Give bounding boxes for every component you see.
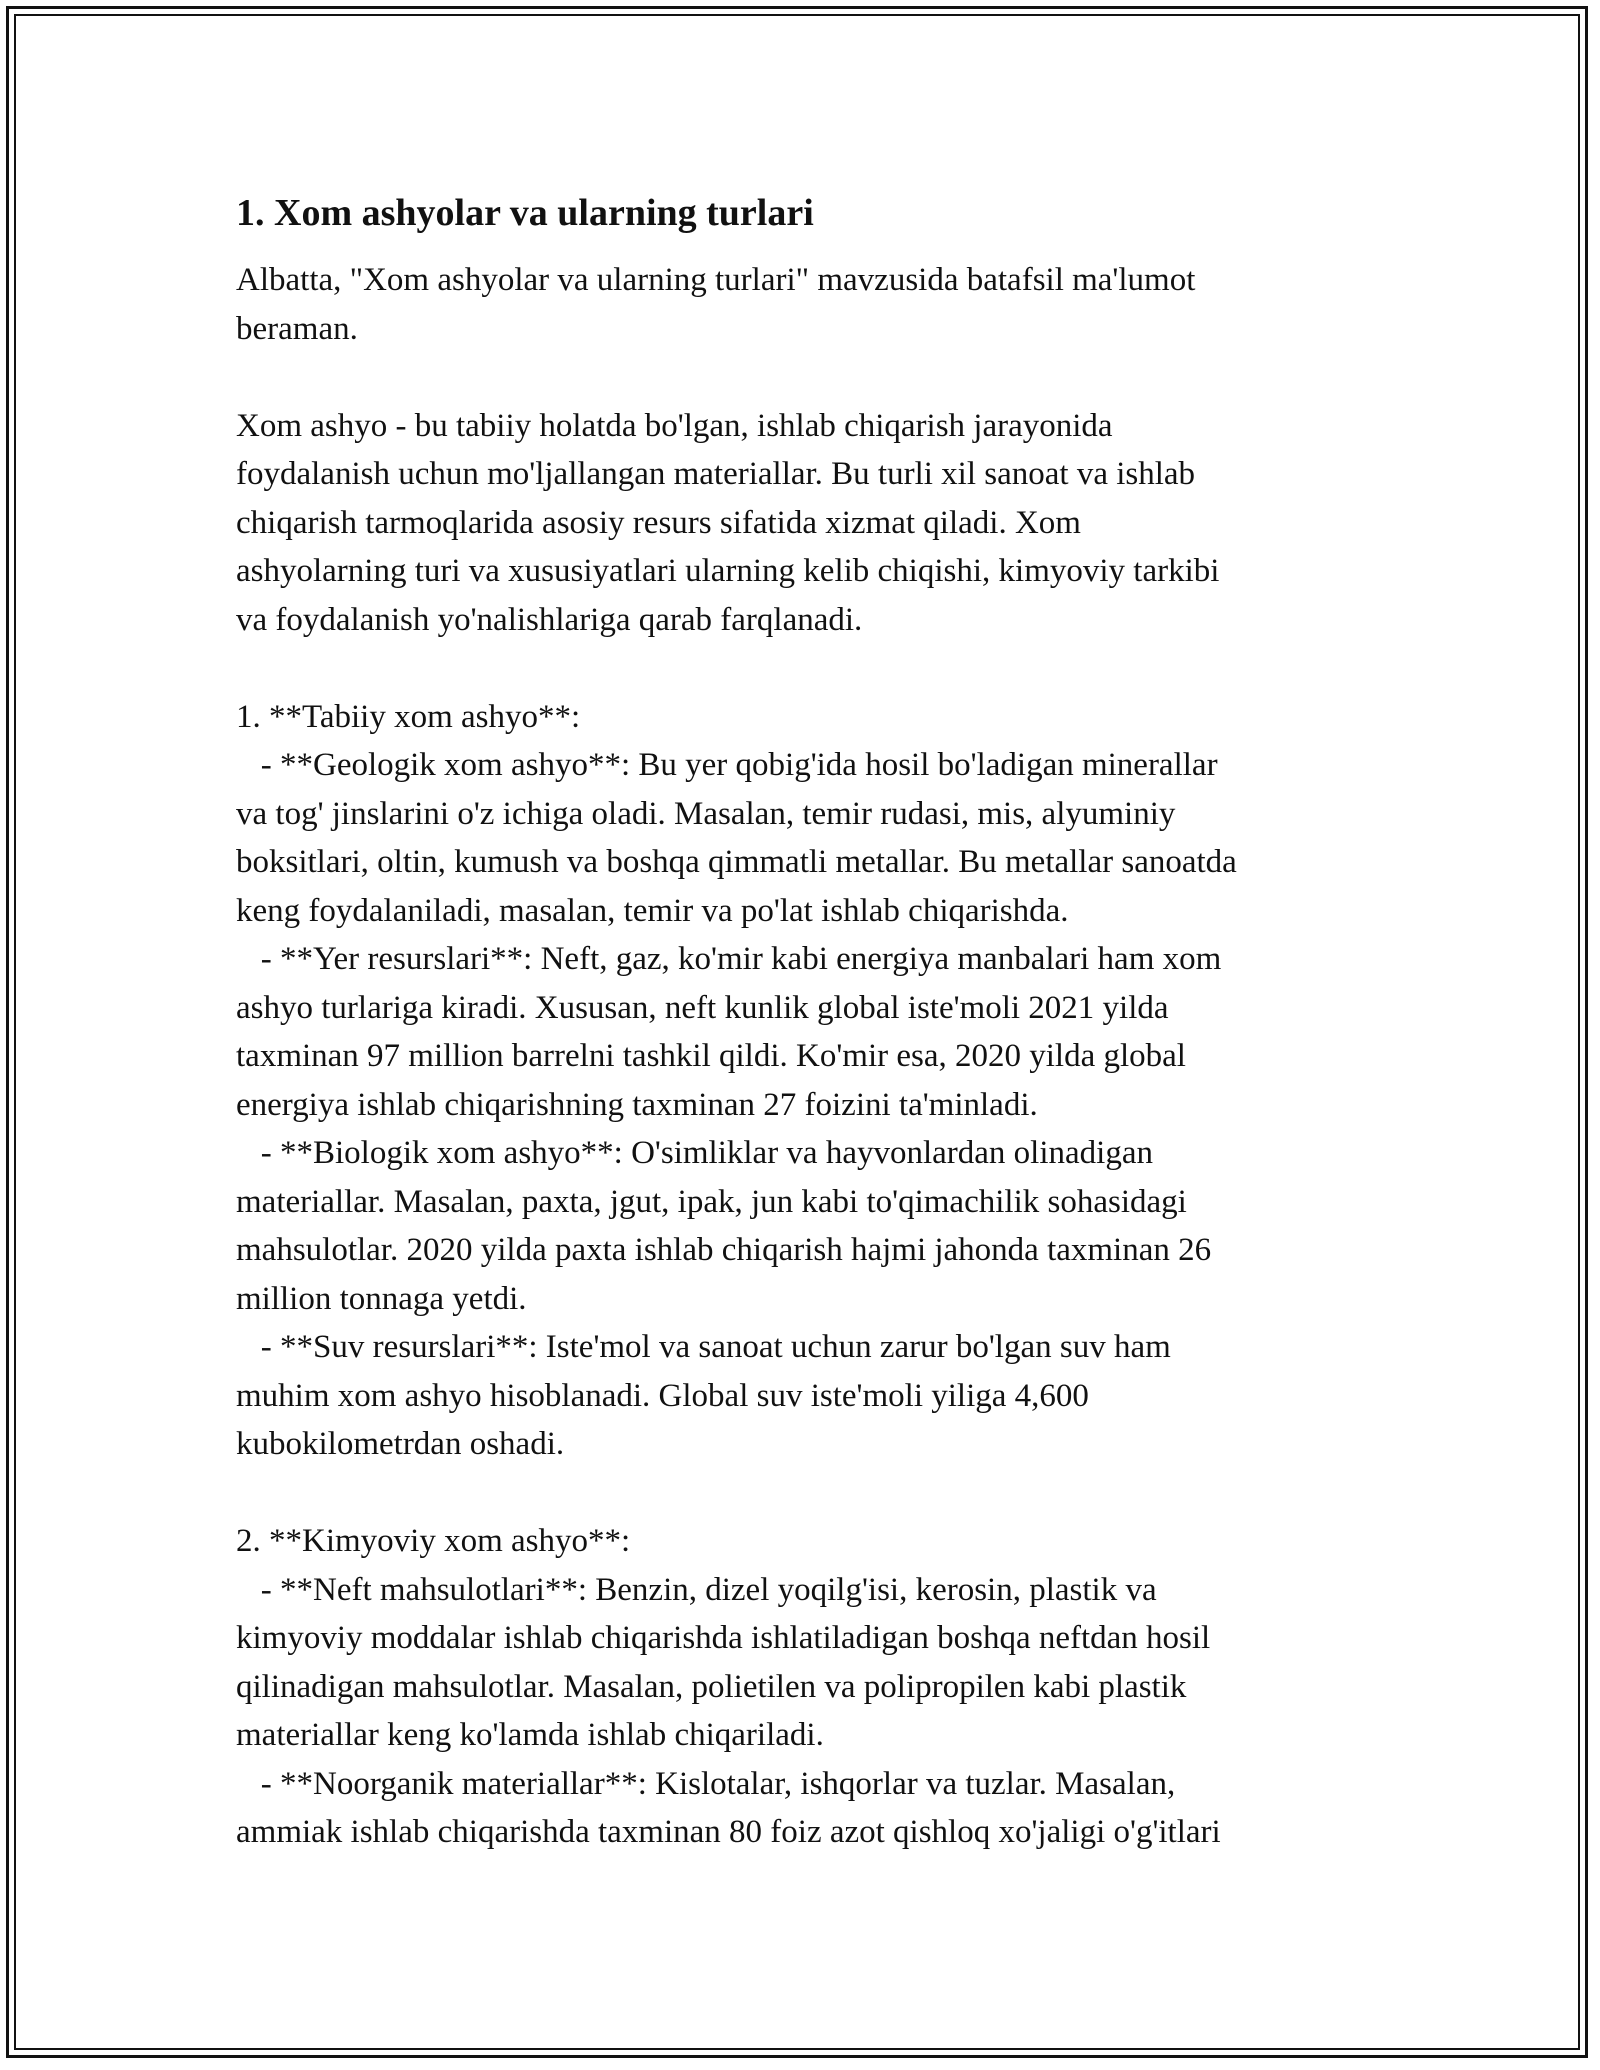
text-line: - **Suv resurslari**: Iste'mol va sanoat uchun zarur bo'lgan suv ham xyxy=(236,1329,1171,1365)
text-line: - **Geologik xom ashyo**: Bu yer qobig'ida hosil bo'ladigan minerallar xyxy=(236,747,1218,783)
text-line: energiya ishlab chiqarishning taxminan 27 foizini ta'minladi. xyxy=(236,1086,1038,1123)
document-text xyxy=(236,256,1366,1857)
text-line: kubokilometrdan oshadi. xyxy=(236,1426,565,1462)
text-line: - **Noorganik materiallar**: Kislotalar, ishqorlar va tuzlar. Masalan, xyxy=(236,1765,1176,1802)
text-line: boksitlari, oltin, kumush va boshqa qimmatli metallar. Bu metallar sanoatda xyxy=(236,844,1237,880)
text-line: - **Yer resurslari**: Neft, gaz, ko'mir kabi energiya manbalari ham xom xyxy=(236,941,1222,977)
text-line: chiqarish tarmoqlarida asosiy resurs sifatida xizmat qiladi. Xom xyxy=(236,504,1081,541)
text-line: taxminan 97 million barrelni tashkil qildi. Ko'mir esa, 2020 yilda global xyxy=(236,1038,1186,1074)
text-line: va foydalanish yo'nalishlariga qarab farqlanadi. xyxy=(236,601,863,638)
text-line: qilinadigan mahsulotlar. Masalan, polietilen va polipropilen kabi plastik xyxy=(236,1668,1187,1705)
blank-line xyxy=(236,644,1366,693)
text-line: materiallar keng ko'lamda ishlab chiqariladi. xyxy=(236,1717,824,1753)
text-line: mahsulotlar. 2020 yilda paxta ishlab chiqarish hajmi jahonda taxminan 26 xyxy=(236,1232,1212,1268)
text-line: ammiak ishlab chiqarishda taxminan 80 foiz azot qishloq xo'jaligi o'g'itlari xyxy=(236,1814,1221,1850)
text-line: kimyoviy moddalar ishlab chiqarishda ishlatiladigan boshqa neftdan hosil xyxy=(236,1620,1211,1656)
document-body xyxy=(236,188,1366,1857)
text-line: keng foydalaniladi, masalan, temir va po'lat ishlab chiqarishda. xyxy=(236,892,1069,929)
text-line: va tog' jinslarini o'z ichiga oladi. Masalan, temir rudasi, mis, alyuminiy xyxy=(236,795,1176,832)
text-line: materiallar. Masalan, paxta, jgut, ipak, jun kabi to'qimachilik sohasidagi xyxy=(236,1183,1187,1220)
text-line: Albatta, "Xom ashyolar va ularning turlari" mavzusida batafsil ma'lumot xyxy=(236,262,1196,298)
text-line: beraman. xyxy=(236,310,358,347)
text-line: Xom ashyo - bu tabiiy holatda bo'lgan, ishlab chiqarish jarayonida xyxy=(236,407,1113,444)
text-line: - **Biologik xom ashyo**: O'simliklar va hayvonlardan olinadigan xyxy=(236,1135,1153,1171)
text-line: 2. **Kimyoviy xom ashyo**: xyxy=(236,1523,631,1559)
blank-line xyxy=(236,353,1366,402)
text-line: ashyolarning turi va xususiyatlari ularning kelib chiqishi, kimyoviy tarkibi xyxy=(236,553,1220,589)
text-line: million tonnaga yetdi. xyxy=(236,1280,527,1317)
text-line: 1. **Tabiiy xom ashyo**: xyxy=(236,698,581,735)
document-title: 1. Xom ashyolar va ularning turlari xyxy=(236,192,814,234)
blank-line xyxy=(236,1469,1366,1518)
text-line: foydalanish uchun mo'ljallangan materiallar. Bu turli xil sanoat va ishlab xyxy=(236,456,1196,492)
text-line: - **Neft mahsulotlari**: Benzin, dizel yoqilg'isi, kerosin, plastik va xyxy=(236,1571,1157,1608)
text-line: muhim xom ashyo hisoblanadi. Global suv iste'moli yiliga 4,600 xyxy=(236,1377,1089,1414)
text-line: ashyo turlariga kiradi. Xususan, neft kunlik global iste'moli 2021 yilda xyxy=(236,989,1169,1026)
